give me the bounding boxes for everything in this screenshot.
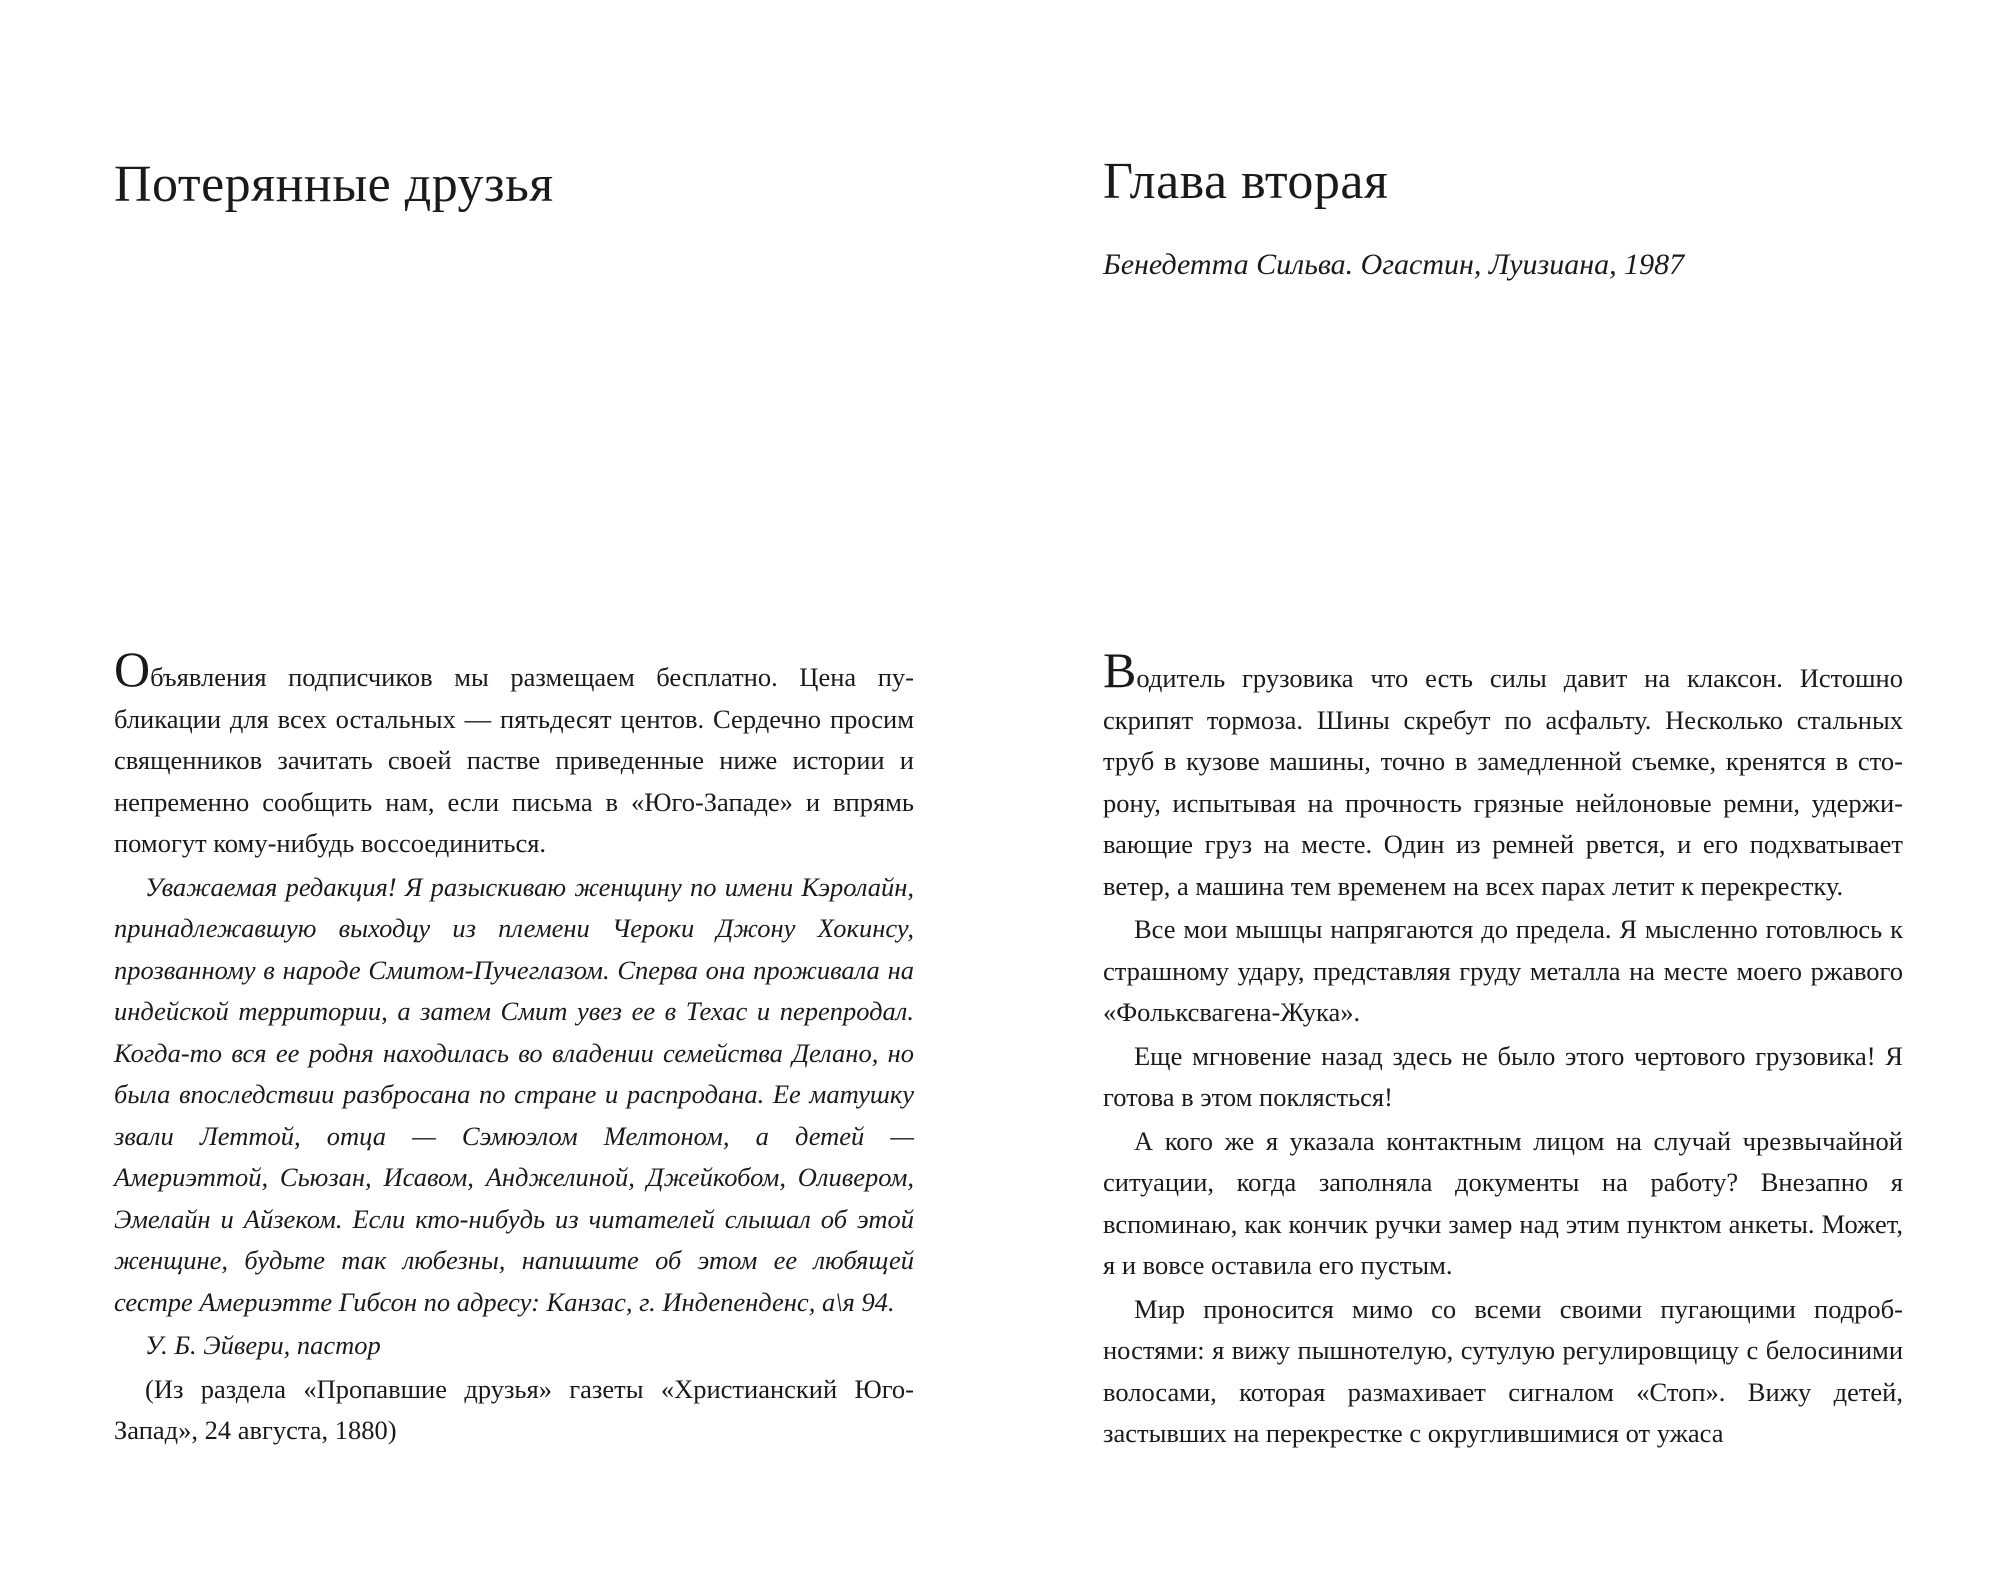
- left-page-title: Потерянные друзья: [114, 156, 554, 213]
- left-page-body: [114, 641, 914, 1454]
- right-paragraph-4: А кого же я указала контактным лицом на случай чрезвычайной ситуации, когда заполняла документы на работу? Внезапно я вспоминаю, как кончик ручки замер над этим пунктом анкеты. Может, я и вовсе оставила его пустым.: [1103, 1125, 1903, 1280]
- right-page-title: Глава вторая: [1103, 153, 1389, 210]
- left-drop-cap: О: [114, 641, 151, 697]
- chapter-epigraph: Бенедетта Сильва. Огастин, Луизиана, 1987: [1103, 248, 1685, 281]
- right-paragraph-2: Все мои мышцы напрягаются до предела. Я мысленно готовлюсь к страшному удару, представляя груду металла на месте моего ржавого «Фольксвагена-Жука».: [1103, 914, 1903, 1027]
- right-paragraph-5: Мир проносится мимо со всеми своими пугающими подробностями: я вижу пышнотелую, сутулую регулировщицу с белосиними волосами, которая размахивает сигналом «Стоп». Вижу детей, застывших на перекрестке с округлившимися от ужаса: [1103, 1293, 1903, 1448]
- right-paragraph-1: [1103, 642, 1903, 907]
- right-page: [1000, 0, 2000, 1573]
- right-paragraph-1-text: одитель грузовика что есть силы давит на клаксон. Истошно скрипят тормоза. Шины скребут по асфальту. Несколько стальных труб в кузове машины, точно в замедленной съемке, кренятся в сторону, испытывая на прочность грязные нейлоновые ремни, удерживающие груз на месте. Один из ремней рвется, и его подхватывает ветер, а машина тем временем на всех парах летит к перекрестку.: [1103, 663, 1903, 901]
- left-paragraph-source: (Из раздела «Пропавшие друзья» газеты «Христианский Юго-Запад», 24 августа, 1880): [114, 1373, 914, 1445]
- left-paragraph-letter: Уважаемая редакция! Я разыскиваю женщину по имени Кэролайн, принадлежавшую выходцу из племени Чероки Джону Хокинсу, прозванному в народе Смитом-Пучеглазом. Сперва она проживала на индейской территории, а затем Смит увез ее в Техас и перепродал. Когда-то вся ее родня находилась во владении семейства Делано, но была впоследствии разбросана по стране и распродана. Ее матушку звали Леттой, отца — Сэмюэлом Мелтоном, а детей — Америэттой, Сьюзан, Исавом, Анджелиной, Джейкобом, Оливером, Эмелайн и Айзеком. Если кто-нибудь из читателей слышал об этой женщине, будьте так любезны, напишите об этом ее любящей сестре Америэтте Гибсон по адресу: Канзас, г. Индепенденс, а\я 94.: [114, 871, 914, 1317]
- right-paragraph-3: Еще мгновение назад здесь не было этого чертового грузовика! Я готова в этом поклясться!: [1103, 1040, 1903, 1112]
- left-paragraph-signature: У. Б. Эйвери, пастор: [145, 1330, 381, 1360]
- left-paragraph-1: [114, 641, 914, 865]
- right-page-body: [1103, 642, 1903, 1457]
- right-drop-cap: В: [1103, 642, 1137, 698]
- left-paragraph-1-text: бъявления подписчиков мы размещаем бесплатно. Цена публикации для всех остальных — пятьдесят центов. Сердечно просим священников зачитать своей пастве приведенные ниже истории и непременно сообщить нам, если письма в «Юго-Западе» и впрямь помогут кому-нибудь воссоединиться.: [114, 662, 914, 858]
